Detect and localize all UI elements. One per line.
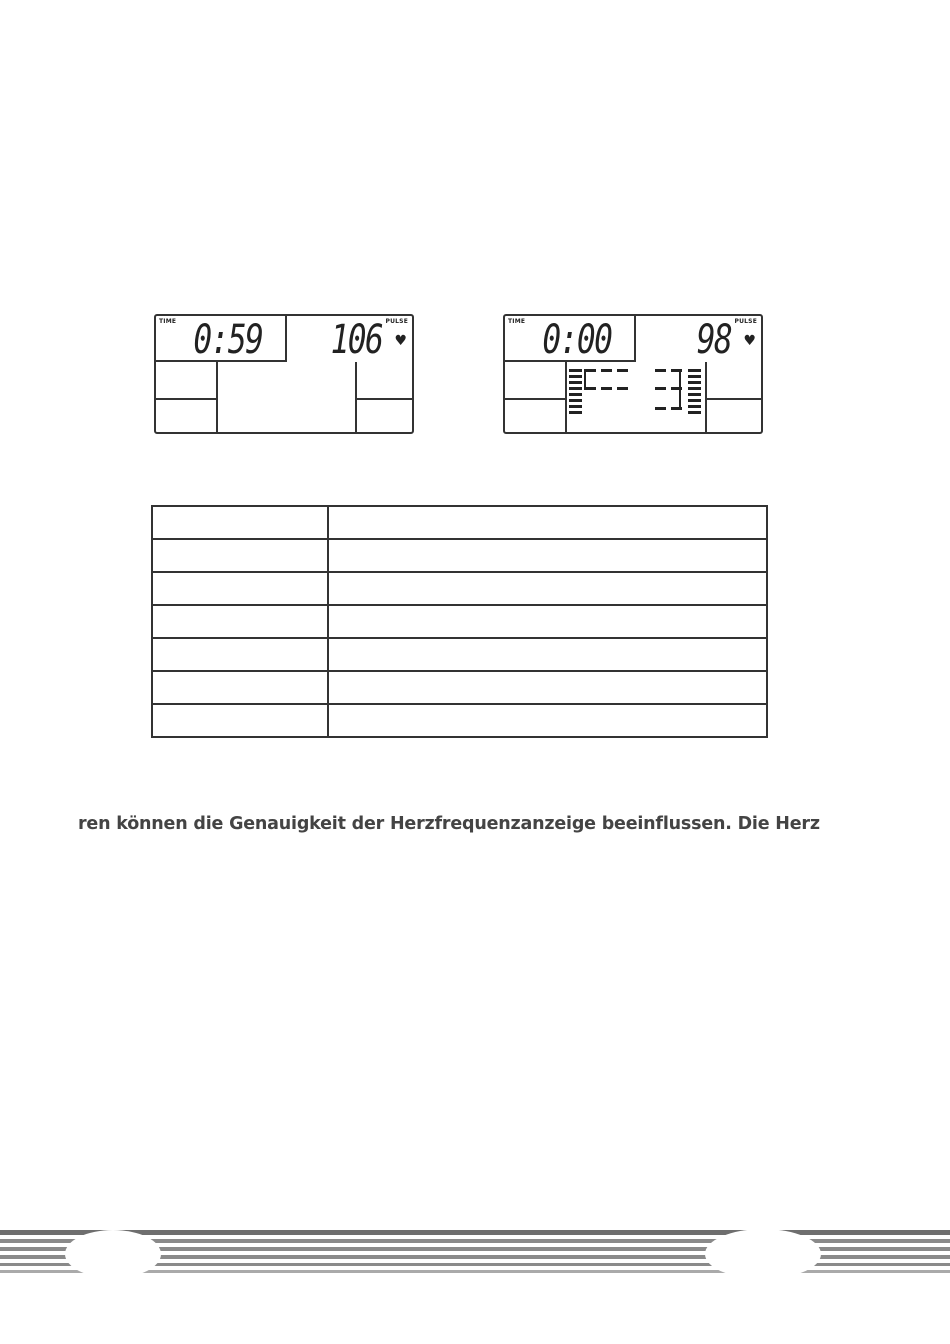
lower-left-top-box [505,362,567,400]
table-cell-label [152,539,328,572]
lower-right-top-box [355,362,412,400]
segment-dashes-mid-left [585,387,628,390]
lcd-display-right [503,314,763,434]
time-label: TIME [159,318,177,325]
lower-left-bottom-box [505,400,567,432]
pulse-label: PULSE [385,318,408,325]
table-row [152,671,767,704]
center-box [216,362,357,432]
table-cell-value [328,539,767,572]
segment-dashes-top-right [655,369,682,372]
table-row [152,506,767,539]
time-value: 0:00 [542,317,611,363]
table-cell-label [152,572,328,605]
table-cell-value [328,506,767,539]
lcd-display-left [154,314,414,434]
lower-left-top-box [156,362,218,400]
table-cell-label [152,506,328,539]
time-value: 0:59 [193,317,262,363]
table-row [152,539,767,572]
lower-right-top-box [705,362,761,400]
left-level-bars [569,369,582,414]
segment-vertical-left [584,369,586,390]
table-cell-value [328,704,767,737]
table-cell-label [152,638,328,671]
pulse-value: 98 [696,317,731,363]
heart-icon: ♥ [394,333,407,349]
table-cell-value [328,572,767,605]
table-row [152,605,767,638]
caption-text: ren können die Genauigkeit der Herzfrequenzanzeige beeinflussen. Die Herz [78,814,820,834]
pulse-label: PULSE [734,318,757,325]
table-cell-value [328,605,767,638]
segment-dashes-top-left [585,369,628,372]
table-cell-value [328,638,767,671]
segment-dashes-low-right [655,407,682,410]
segment-vertical-right [679,369,681,410]
heart-icon: ♥ [743,333,756,349]
table-row [152,704,767,737]
footer-oval-left [65,1230,161,1278]
table-cell-label [152,671,328,704]
segment-dashes-mid-right [655,387,682,390]
lower-left-bottom-box [156,400,218,432]
table-row [152,638,767,671]
footer-oval-right [705,1229,821,1279]
footer-stripes [0,1228,950,1280]
table-cell-label [152,605,328,638]
right-level-bars [688,369,701,414]
center-box [565,362,707,432]
data-table [151,505,768,738]
table-row [152,572,767,605]
table-cell-value [328,671,767,704]
time-label: TIME [508,318,526,325]
pulse-value: 106 [330,317,382,363]
table-cell-label [152,704,328,737]
